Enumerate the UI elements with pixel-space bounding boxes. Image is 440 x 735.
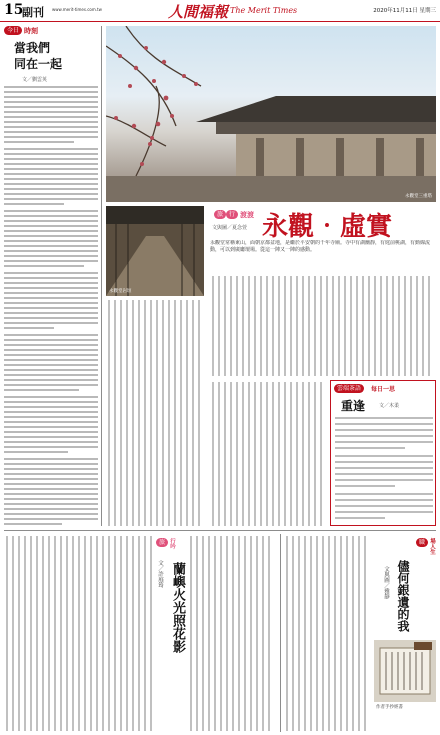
bottom-left-body xyxy=(4,536,154,731)
bottom-left-tag: 旅 xyxy=(156,538,168,547)
bottom-right-byline: 文與圖／雅靜 xyxy=(383,566,389,599)
section-name: 副刊 xyxy=(22,6,44,19)
column-body-lines xyxy=(4,86,98,526)
feature-body-upper-lines xyxy=(210,276,436,376)
daily-thought-box xyxy=(330,380,436,526)
temple-photo-art xyxy=(106,26,436,202)
daily-tag-tail: 每日一思 xyxy=(371,386,396,393)
temple-photo-caption: 永觀堂三重塔 xyxy=(405,194,432,199)
manuscript-photo-art xyxy=(374,640,436,702)
temple-photo xyxy=(106,26,436,202)
walkway-photo xyxy=(106,206,204,296)
bottom-right-body-lines xyxy=(284,536,370,731)
manuscript-photo xyxy=(374,640,436,702)
bottom-right-tag-tail: 場人生 xyxy=(429,538,435,555)
bottom-left-body-lines xyxy=(4,536,154,731)
feature-headline: 永觀‧虛實 xyxy=(262,212,393,242)
bottom-left-byline: 文／許庭筠 xyxy=(157,560,163,588)
column-headline-line-2: 同在一起 xyxy=(14,57,63,71)
bottom-left-headline: 蘭嶼火光照花影 xyxy=(170,562,185,653)
column-divider xyxy=(101,26,102,526)
daily-byline: 文／木柔 xyxy=(379,403,400,409)
walkway-photo-art xyxy=(106,206,204,296)
feature-body-lower xyxy=(210,382,326,526)
feature-body-upper xyxy=(210,276,436,376)
daily-body-lines xyxy=(335,417,433,521)
column-kicker-tail: 時刻 xyxy=(24,27,38,35)
daily-tag: 雲端茶語 xyxy=(334,384,364,393)
bottom-left-tag-tail: 行吟 xyxy=(169,538,175,549)
column-headline xyxy=(14,40,62,72)
column-body xyxy=(4,86,98,526)
column-kicker: 今日 xyxy=(4,26,22,35)
walkway-photo-caption: 永觀堂岩垣 xyxy=(109,289,132,294)
bottom-right-body xyxy=(284,536,370,731)
bottom-middle-body-lines xyxy=(188,536,276,731)
bottom-divider xyxy=(280,534,281,732)
feature-byline: 文與圖／夏念萱 xyxy=(212,225,248,231)
bottom-middle-body xyxy=(188,536,276,731)
feature-body-left-lines xyxy=(106,300,204,526)
issue-date: 2020年11月11日 星期三 xyxy=(373,8,436,14)
section-divider xyxy=(4,530,436,531)
masthead xyxy=(0,0,440,22)
column-headline-line-1: 當我們 xyxy=(14,41,51,55)
bottom-right-headline: 儘何銀遺的我 xyxy=(396,560,410,632)
bottom-right-tag: 職 xyxy=(416,538,428,547)
column-byline: 文／劉雲英 xyxy=(22,77,48,83)
page-number: 15 xyxy=(4,2,24,18)
feature-body-lower-lines xyxy=(210,382,326,526)
feature-kicker-mid: 行 xyxy=(226,210,238,219)
brand-logo: 人間福報 xyxy=(168,3,229,21)
brand-english: The Merit Times xyxy=(230,6,298,15)
feature-lede: 永觀堂常稱東山，面朝京都盆地，是繼於平安朝的千年寺廟。寺中有湖幽靜，有庭前桃湖，有動線流動，可以到廣廳壇場。從這一陣又一陣的感動。 xyxy=(210,240,431,253)
feature-kicker-tail: 渡渡 xyxy=(240,211,254,219)
manuscript-photo-caption: 作者手抄經書 xyxy=(376,705,403,710)
daily-headline: 重逢 xyxy=(341,399,366,413)
feature-body-left xyxy=(106,300,204,526)
site-url[interactable]: www.merit-times.com.tw xyxy=(52,7,102,12)
feature-kicker: 旅 xyxy=(214,210,226,219)
